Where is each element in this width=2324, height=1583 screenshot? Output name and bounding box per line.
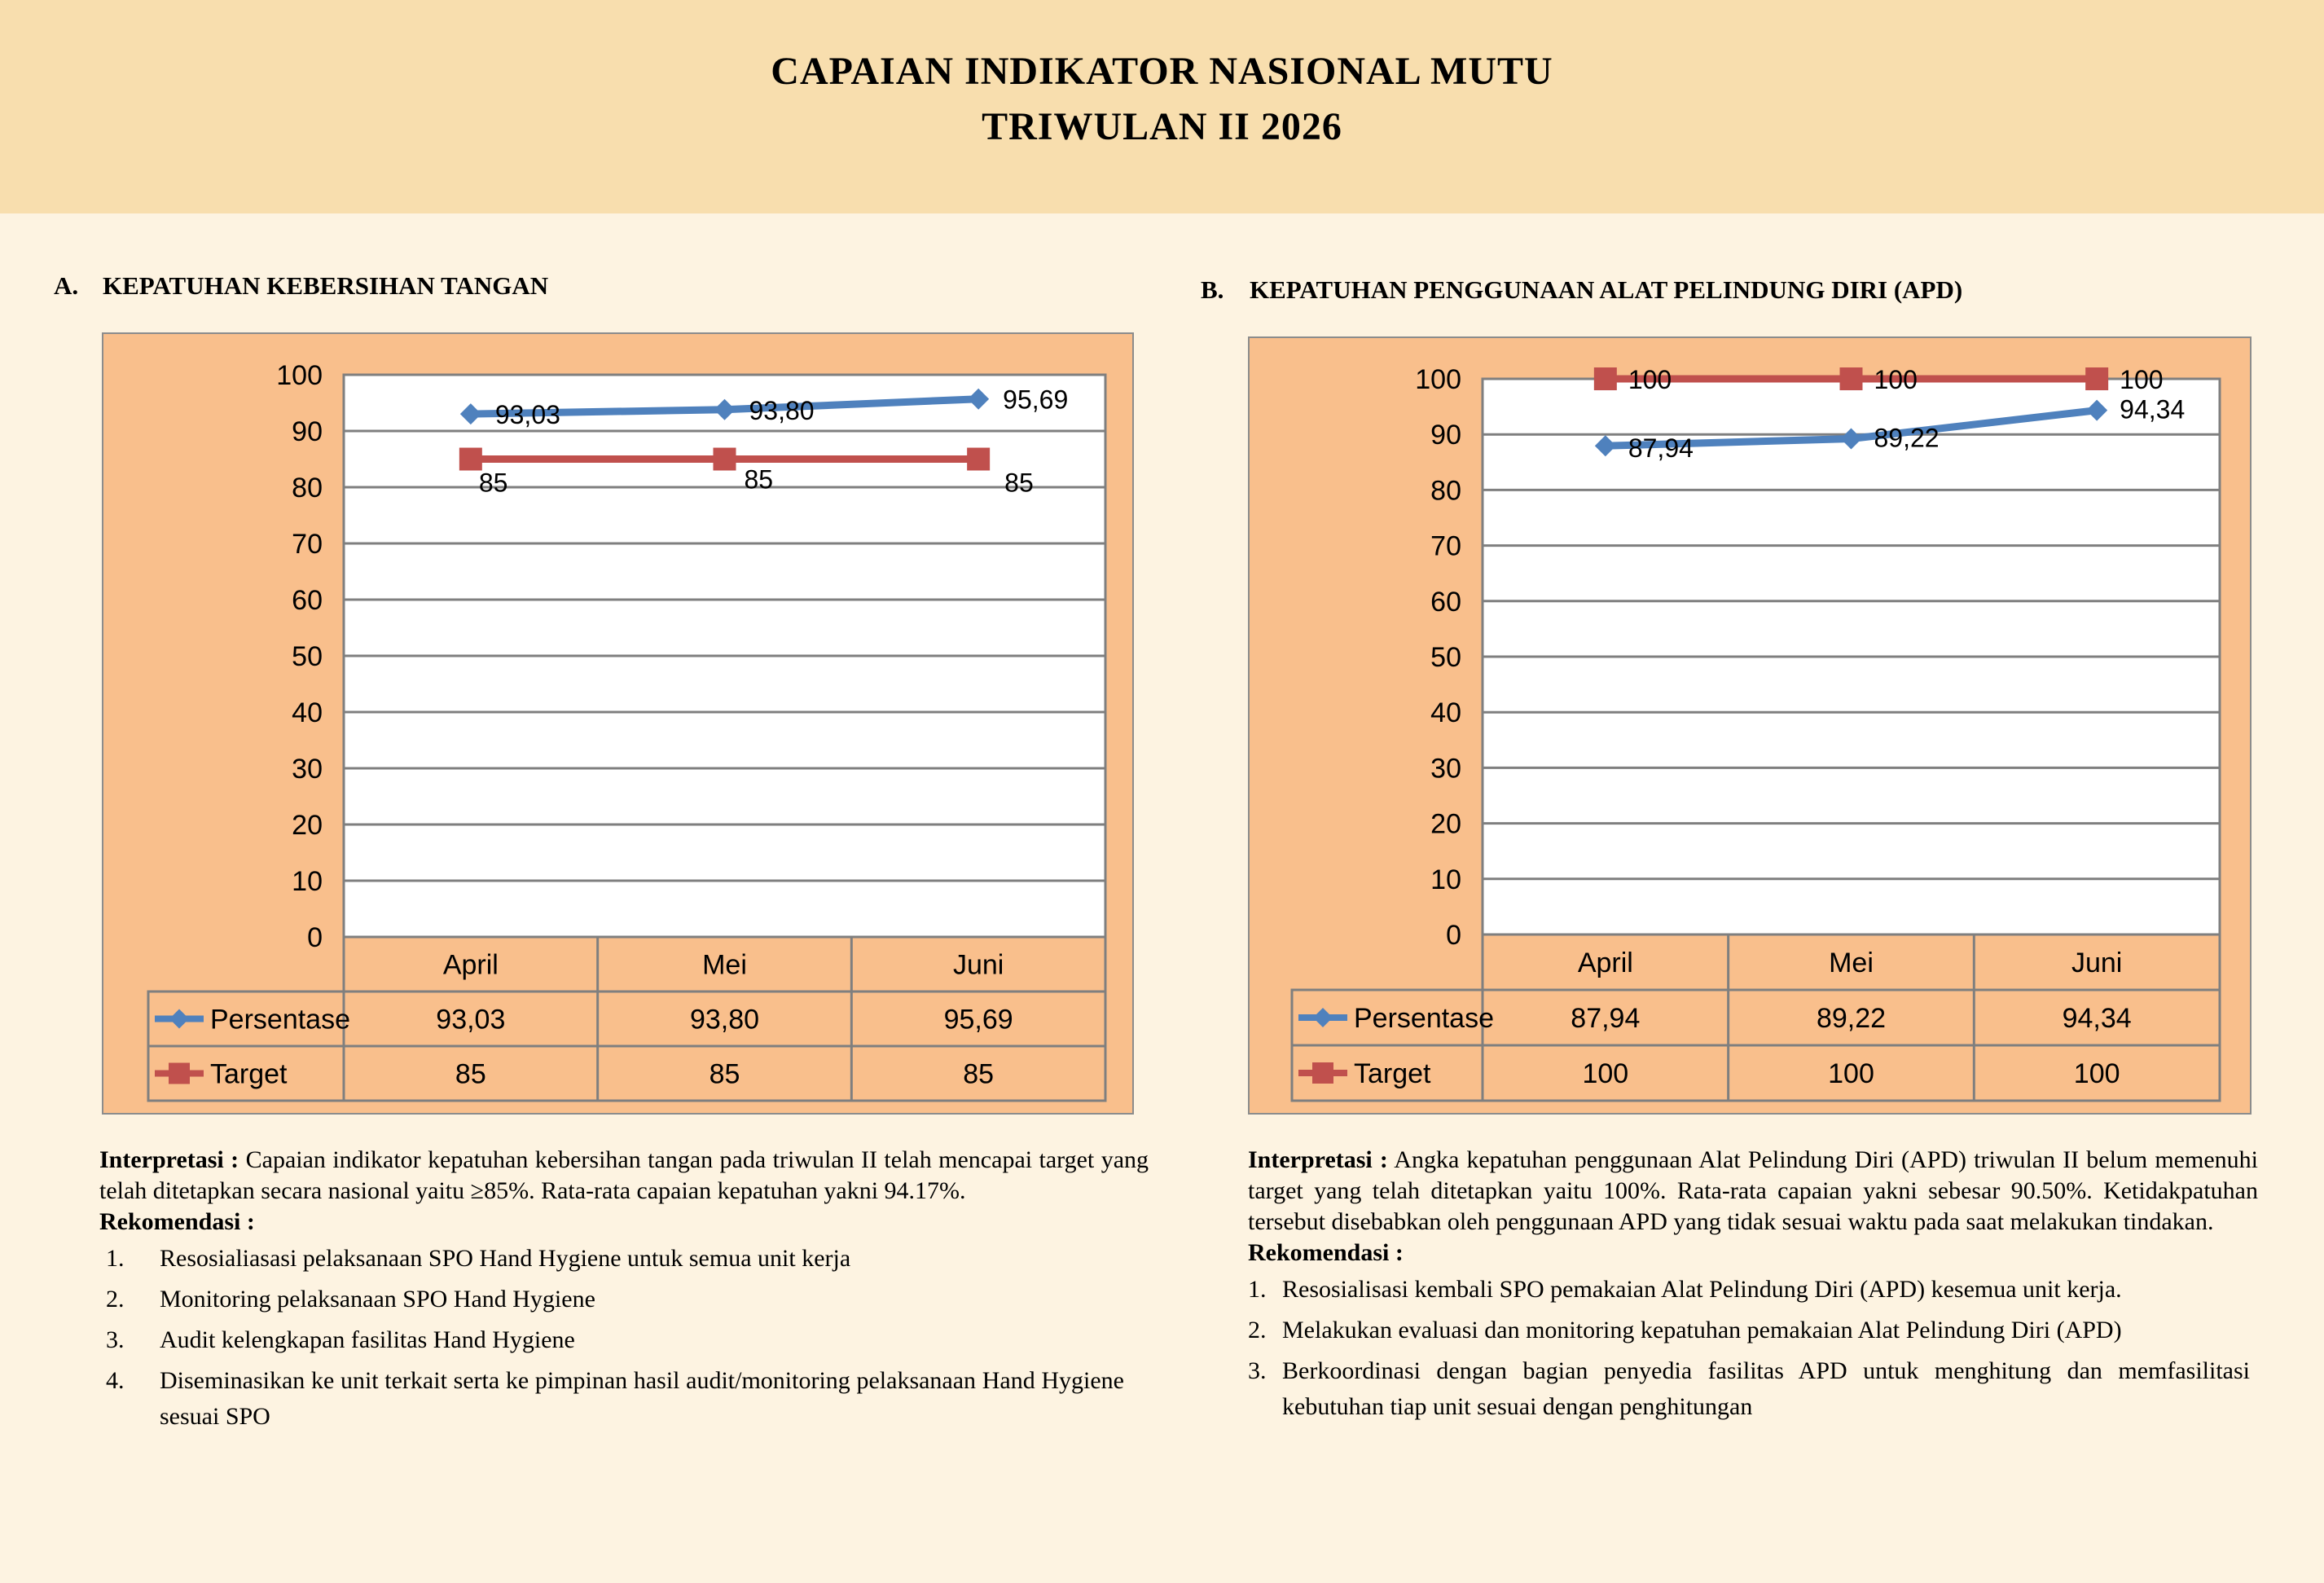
data-label: 95,69 bbox=[1003, 385, 1069, 415]
data-point-target bbox=[967, 448, 990, 471]
section-a-letter: A. bbox=[54, 271, 79, 300]
legend-series-name: Target bbox=[210, 1058, 288, 1090]
data-label: 94,34 bbox=[2120, 394, 2186, 424]
table-value: 85 bbox=[963, 1058, 995, 1090]
table-value: 100 bbox=[1828, 1058, 1874, 1089]
table-value: 87,94 bbox=[1571, 1003, 1641, 1034]
table-value: 100 bbox=[2073, 1058, 2120, 1089]
y-tick-label: 100 bbox=[276, 360, 323, 391]
y-tick-label: 70 bbox=[292, 529, 323, 560]
y-tick-label: 40 bbox=[292, 697, 323, 728]
table-value: 95,69 bbox=[943, 1004, 1013, 1036]
x-category-label: Juni bbox=[952, 949, 1004, 981]
data-label: 89,22 bbox=[1874, 423, 1940, 453]
section-a-title: KEPATUHAN KEBERSIHAN TANGAN bbox=[103, 271, 549, 300]
table-value: 94,34 bbox=[2062, 1003, 2132, 1034]
data-point-target bbox=[714, 448, 736, 471]
y-tick-label: 40 bbox=[1430, 697, 1461, 729]
rekomendasi-item bbox=[99, 1241, 1149, 1277]
section-b-heading bbox=[1201, 275, 1962, 305]
data-label: 100 bbox=[2120, 365, 2164, 394]
y-tick-label: 50 bbox=[1430, 642, 1461, 673]
rekomendasi-item bbox=[99, 1282, 1149, 1317]
section-a-rekomendasi-list bbox=[99, 1241, 1149, 1435]
x-category-label: Mei bbox=[1829, 948, 1874, 978]
data-label: 87,94 bbox=[1628, 433, 1694, 464]
section-b-interpretasi bbox=[1248, 1145, 2258, 1238]
y-tick-label: 20 bbox=[1430, 808, 1461, 840]
section-b-rekomendasi-list bbox=[1248, 1272, 2258, 1425]
legend-series-name: Persentase bbox=[210, 1004, 350, 1036]
rekomendasi-item bbox=[1248, 1353, 2258, 1425]
rekomendasi-item bbox=[1248, 1313, 2258, 1348]
legend-key-marker bbox=[169, 1063, 190, 1084]
rekomendasi-number: 2. bbox=[106, 1286, 125, 1313]
rekomendasi-item bbox=[99, 1322, 1149, 1358]
x-category-label: April bbox=[442, 949, 499, 981]
x-category-label: April bbox=[1577, 948, 1633, 978]
rekomendasi-number: 3. bbox=[1248, 1357, 1267, 1384]
interpretasi-text: Angka kepatuhan penggunaan Alat Pelindung Diri (APD) triwulan II belum memenuhi target yang telah ditetapkan yaitu 100%. Rata-rata capaian yakni sebesar 90.50%. Ketidakpatuhan tersebut disebabkan oleh penggunaan APD yang tidak sesuai waktu pada saat melakukan tindakan. bbox=[1248, 1146, 2258, 1235]
rekomendasi-text: Audit kelengkapan fasilitas Hand Hygiene bbox=[160, 1326, 575, 1353]
y-tick-label: 10 bbox=[1430, 864, 1461, 895]
data-point-target bbox=[1840, 367, 1863, 390]
y-tick-label: 100 bbox=[1415, 364, 1461, 395]
section-b-title: KEPATUHAN PENGGUNAAN ALAT PELINDUNG DIRI (APD) bbox=[1250, 275, 1963, 304]
page-title-line1: CAPAIAN INDIKATOR NASIONAL MUTU bbox=[771, 50, 1553, 93]
legend-series-name: Target bbox=[1354, 1058, 1431, 1089]
y-tick-label: 90 bbox=[1430, 420, 1461, 451]
rekomendasi-number: 2. bbox=[1248, 1317, 1267, 1343]
rekomendasi-text: Berkoordinasi dengan bagian penyedia fasilitas APD untuk menghitung dan memfasilitasi kebutuhan tiap unit sesuai dengan penghitungan bbox=[1282, 1357, 2250, 1420]
data-label: 93,03 bbox=[494, 400, 560, 430]
table-value: 100 bbox=[1582, 1058, 1629, 1089]
table-value: 93,03 bbox=[436, 1004, 506, 1036]
chart-kepatuhan-kebersihan-tangan bbox=[102, 332, 1134, 1115]
rekomendasi-text: Monitoring pelaksanaan SPO Hand Hygiene bbox=[160, 1286, 595, 1313]
data-label: 85 bbox=[744, 464, 774, 495]
table-value: 85 bbox=[455, 1058, 486, 1090]
x-category-label: Mei bbox=[702, 949, 747, 981]
rekomendasi-text: Melakukan evaluasi dan monitoring kepatuhan pemakaian Alat Pelindung Diri (APD) bbox=[1282, 1317, 2122, 1343]
y-tick-label: 0 bbox=[307, 922, 323, 953]
y-tick-label: 30 bbox=[1430, 753, 1461, 785]
rekomendasi-number: 1. bbox=[1248, 1276, 1267, 1303]
x-category-label: Juni bbox=[2071, 948, 2123, 978]
data-point-target bbox=[459, 448, 482, 471]
rekomendasi-item bbox=[99, 1363, 1149, 1435]
legend-key-marker bbox=[1312, 1062, 1333, 1084]
rekomendasi-text: Diseminasikan ke unit terkait serta ke pimpinan hasil audit/monitoring pelaksanaan Hand Hygiene sesuai SPO bbox=[160, 1367, 1124, 1430]
legend-series-name: Persentase bbox=[1354, 1003, 1494, 1034]
section-b-letter: B. bbox=[1201, 275, 1224, 304]
rekomendasi-item bbox=[1248, 1272, 2258, 1308]
data-label: 100 bbox=[1874, 365, 1918, 394]
data-label: 93,80 bbox=[749, 395, 815, 425]
rekomendasi-text: Resosialiasasi pelaksanaan SPO Hand Hygiene untuk semua unit kerja bbox=[160, 1245, 851, 1272]
data-point-target bbox=[2085, 367, 2108, 390]
rekomendasi-label: Rekomendasi : bbox=[99, 1208, 255, 1235]
rekomendasi-text: Resosialisasi kembali SPO pemakaian Alat Pelindung Diri (APD) kesemua unit kerja. bbox=[1282, 1276, 2122, 1303]
chart-kepatuhan-apd bbox=[1248, 336, 2252, 1115]
table-value: 89,22 bbox=[1816, 1003, 1887, 1034]
data-label: 85 bbox=[1004, 468, 1034, 498]
y-tick-label: 80 bbox=[1430, 475, 1461, 507]
section-b-text bbox=[1248, 1145, 2258, 1430]
interpretasi-text: Capaian indikator kepatuhan kebersihan tangan pada triwulan II telah mencapai target yang telah ditetapkan secara nasional yaitu ≥85%. Rata-rata capaian kepatuhan yakni 94.17%. bbox=[99, 1146, 1149, 1204]
section-a-heading bbox=[54, 271, 548, 301]
y-tick-label: 90 bbox=[292, 416, 323, 447]
rekomendasi-label: Rekomendasi : bbox=[1248, 1239, 1404, 1266]
y-tick-label: 50 bbox=[292, 641, 323, 672]
y-tick-label: 80 bbox=[292, 473, 323, 503]
rekomendasi-number: 1. bbox=[106, 1245, 125, 1272]
y-tick-label: 30 bbox=[292, 754, 323, 785]
data-label: 85 bbox=[478, 468, 508, 498]
y-tick-label: 60 bbox=[292, 585, 323, 616]
interpretasi-label: Interpretasi : bbox=[99, 1146, 239, 1173]
page-title-line2: TRIWULAN II 2026 bbox=[982, 105, 1342, 148]
rekomendasi-number: 4. bbox=[106, 1367, 125, 1394]
y-tick-label: 60 bbox=[1430, 586, 1461, 618]
section-a-text bbox=[99, 1145, 1149, 1440]
y-tick-label: 20 bbox=[292, 810, 323, 841]
table-value: 85 bbox=[709, 1058, 740, 1090]
y-tick-label: 0 bbox=[1446, 920, 1461, 951]
table-value: 93,80 bbox=[689, 1004, 760, 1036]
y-tick-label: 10 bbox=[292, 866, 323, 897]
data-point-target bbox=[1594, 367, 1617, 390]
section-a-interpretasi bbox=[99, 1145, 1149, 1207]
y-tick-label: 70 bbox=[1430, 530, 1461, 562]
interpretasi-label: Interpretasi : bbox=[1248, 1146, 1388, 1173]
data-label: 100 bbox=[1628, 365, 1672, 394]
rekomendasi-number: 3. bbox=[106, 1326, 125, 1353]
